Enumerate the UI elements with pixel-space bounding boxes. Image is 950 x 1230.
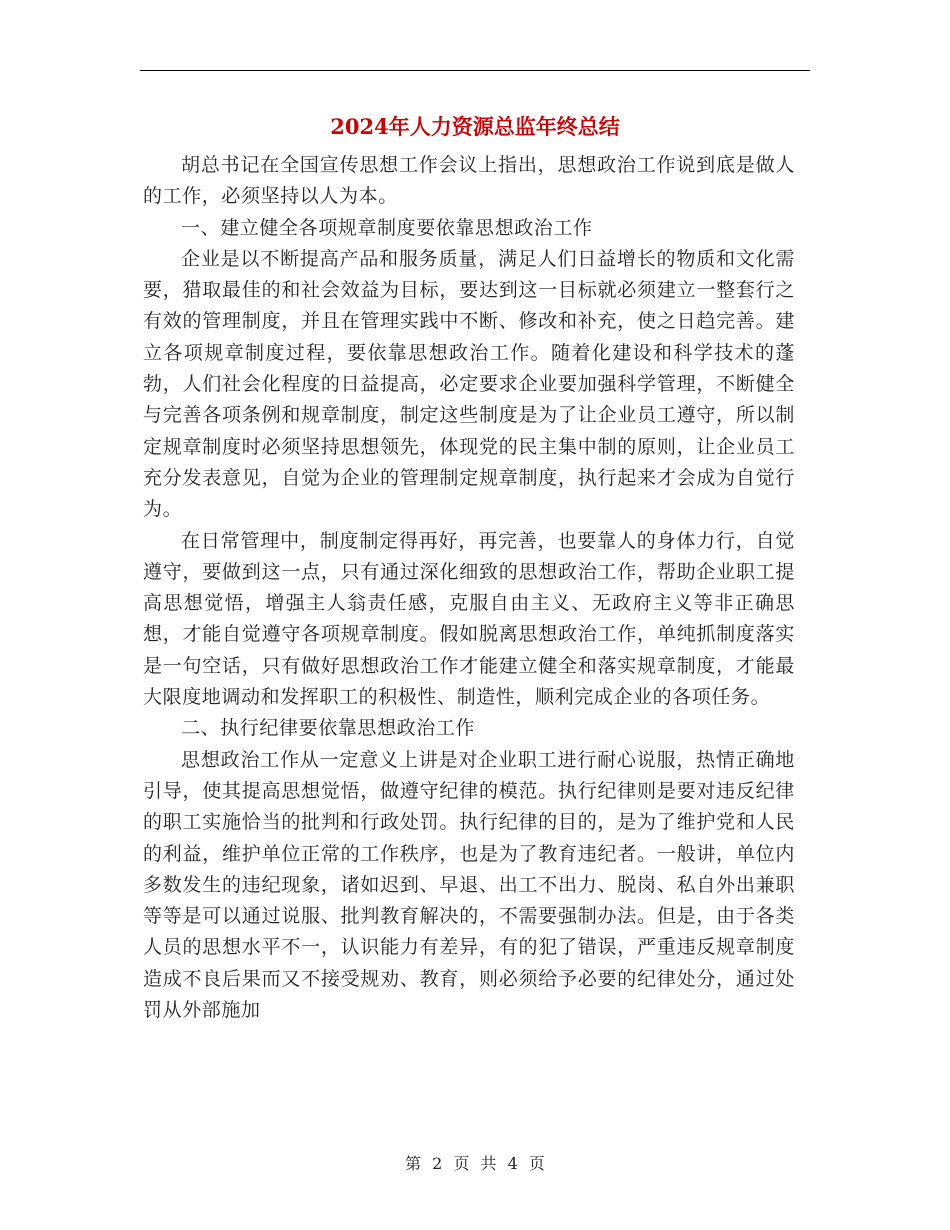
page-number-footer: 第 2 页 共 4 页 <box>405 1154 545 1173</box>
section-heading-2: 二、执行纪律要依靠思想政治工作 <box>181 717 476 740</box>
paragraph-section1-b: 在日常管理中，制度制定得再好，再完善，也要靠人的身体力行，自觉遵守，要做到这一点，只有通过深化细致的思想政治工作，帮助企业职工提高思想觉悟，增强主人翁责任感，克服自由主义、无政府主义等非正确思想，才能自觉遵守各项规章制度。假如脱离思想政治工作，单纯抓制度落实是一句空话，只有做好思想政治工作才能建立健全和落实规章制度，才能最大限度地调动和发挥职工的积极性、制造性，顺利完成企业的各项任务。 <box>143 529 795 709</box>
header-rule <box>140 70 810 71</box>
paragraph-intro: 胡总书记在全国宣传思想工作会议上指出，思想政治工作说到底是做人的工作，必须坚持以人为本。 <box>143 154 795 208</box>
section-heading-1: 一、建立健全各项规章制度要依靠思想政治工作 <box>181 216 593 239</box>
document-title: 2024年人力资源总监年终总结 <box>330 114 620 139</box>
paragraph-section2-a: 思想政治工作从一定意义上讲是对企业职工进行耐心说服，热情正确地引导，使其提高思想觉悟，做遵守纪律的模范。执行纪律则是要对违反纪律的职工实施恰当的批判和行政处罚。执行纪律的目的，是为了维护党和人民的利益，维护单位正常的工作秩序，也是为了教育违纪者。一般讲，单位内多数发生的违纪现象，诸如迟到、早退、出工不出力、脱岗、私自外出兼职等等是可以通过说服、批判教育解决的，不需要强制办法。但是，由于各类人员的思想水平不一，认识能力有差异，有的犯了错误，严重违反规章制度造成不良后果而又不接受规劝、教育，则必须给予必要的纪律处分，通过处罚从外部施加 <box>143 748 795 1022</box>
document-body <box>143 150 795 1026</box>
paragraph-section1-a: 企业是以不断提高产品和服务质量，满足人们日益增长的物质和文化需要，猎取最佳的和社会效益为目标，要达到这一目标就必须建立一整套行之有效的管理制度，并且在管理实践中不断、修改和补充，使之日趋完善。建立各项规章制度过程，要依靠思想政治工作。随着化建设和科学技术的蓬勃，人们社会化程度的日益提高，必定要求企业要加强科学管理，不断健全与完善各项条例和规章制度，制定这些制度是为了让企业员工遵守，所以制定规章制度时必须坚持思想领先，体现党的民主集中制的原则，让企业员工充分发表意见，自觉为企业的管理制定规章制度，执行起来才会成为自觉行为。 <box>143 247 795 521</box>
